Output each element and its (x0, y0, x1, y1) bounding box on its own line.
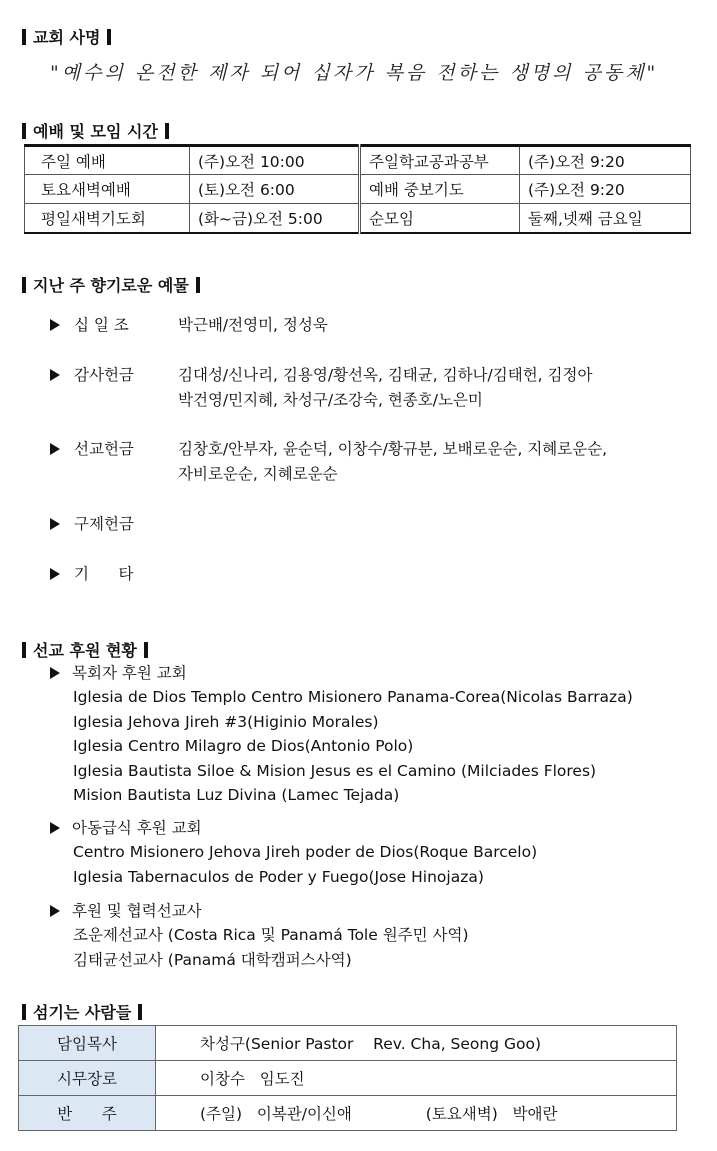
mission-heading-text: 교회 사명 (33, 28, 101, 47)
schedule-row (25, 146, 691, 175)
schedule-event-time: (주)오전 10:00 (190, 146, 360, 175)
mission-group-title (50, 816, 537, 840)
mission-entry: Centro Misionero Jehova Jireh poder de Dios(Roque Barcelo) (73, 843, 538, 861)
schedule-event-name: 주일 예배 (25, 146, 190, 175)
server-names: (주일) 이복관/이신애 (토요새벽) 박애란 (156, 1096, 677, 1131)
offering-names-line: 박건영/민지혜, 차성구/조강숙, 현종호/노은미 (178, 391, 483, 409)
schedule-event-name: 주일학교공과공부 (360, 146, 520, 175)
offering-names-line: 김창호/안부자, 윤순덕, 이창수/황규분, 보배로운순, 지혜로운순, (178, 440, 608, 458)
triangle-bullet-icon (50, 369, 60, 381)
heading-bar-left (22, 29, 26, 45)
servers-table (18, 1025, 677, 1131)
schedule-event-name: 순모임 (360, 204, 520, 233)
schedule-row (25, 175, 691, 204)
heading-bar-left (22, 1004, 26, 1020)
offering-label: 구제헌금 (74, 515, 134, 533)
mission-group (50, 661, 633, 808)
offering-item (50, 512, 700, 537)
mission-group (50, 816, 537, 889)
schedule-event-time: (화~금)오전 5:00 (190, 204, 360, 233)
schedule-heading (22, 119, 169, 142)
mission-entry: Iglesia de Dios Templo Centro Misionero Panama-Corea(Nicolas Barraza) (73, 688, 633, 706)
offering-label: 감사헌금 (74, 366, 134, 384)
missions-heading-text: 선교 후원 현황 (33, 641, 137, 660)
schedule-table (24, 144, 691, 234)
schedule-event-name: 평일새벽기도회 (25, 204, 190, 233)
mission-entry: Iglesia Jehova Jireh #3(Higinio Morales) (73, 712, 379, 731)
servers-heading (22, 1000, 142, 1023)
heading-bar-right (107, 29, 111, 45)
offerings-heading (22, 273, 200, 296)
servers-heading-text: 섬기는 사람들 (33, 1003, 132, 1022)
heading-bar-left (22, 123, 26, 139)
schedule-row (25, 204, 691, 233)
offering-names-line: 박근배/전영미, 정성욱 (178, 316, 328, 334)
triangle-bullet-icon (50, 518, 60, 530)
offerings-heading-text: 지난 주 향기로운 예물 (33, 276, 189, 295)
mission-group (50, 899, 469, 972)
schedule-event-time: (주)오전 9:20 (520, 175, 691, 204)
mission-entry: Iglesia Tabernaculos de Poder y Fuego(Jose Hinojaza) (73, 867, 484, 886)
mission-entry: 김태균선교사 (Panamá 대학캠퍼스사역) (73, 950, 352, 969)
heading-bar-right (138, 1004, 142, 1020)
mission-group-title (50, 661, 633, 685)
offering-names-line: 김대성/신나리, 김용영/황선옥, 김태균, 김하나/김태헌, 김정아 (178, 366, 593, 384)
schedule-event-name: 토요새벽예배 (25, 175, 190, 204)
triangle-bullet-icon (50, 319, 60, 331)
schedule-heading-text: 예배 및 모임 시간 (33, 122, 158, 141)
offering-label: 기 타 (74, 565, 134, 583)
offering-item (50, 363, 700, 413)
offering-item (50, 437, 700, 487)
offering-item (50, 313, 700, 338)
triangle-bullet-icon (50, 667, 60, 679)
mission-entry: Iglesia Centro Milagro de Dios(Antonio Polo) (73, 737, 414, 755)
mission-group-title-text: 후원 및 협력선교사 (72, 902, 202, 920)
triangle-bullet-icon (50, 905, 60, 917)
schedule-event-time: 둘째,넷째 금요일 (520, 204, 691, 233)
server-role: 반 주 (19, 1096, 156, 1131)
triangle-bullet-icon (50, 443, 60, 455)
server-names: 차성구(Senior Pastor Rev. Cha, Seong Goo) (156, 1026, 677, 1061)
server-role: 담임목사 (19, 1026, 156, 1061)
heading-bar-right (165, 123, 169, 139)
heading-bar-right (144, 642, 148, 658)
church-motto: "예수의 온전한 제자 되어 십자가 복음 전하는 생명의 공동체" (50, 62, 659, 84)
schedule-event-time: (토)오전 6:00 (190, 175, 360, 204)
offering-label: 십 일 조 (74, 316, 129, 334)
offering-names-line: 자비로운순, 지혜로운순 (178, 465, 338, 483)
heading-bar-right (196, 277, 200, 293)
missions-heading (22, 638, 148, 661)
schedule-event-time: (주)오전 9:20 (520, 146, 691, 175)
mission-group-title-text: 아동급식 후원 교회 (72, 819, 202, 837)
offering-names (178, 363, 698, 413)
mission-entry: Iglesia Bautista Siloe & Mision Jesus es el Camino (Milciades Flores) (73, 761, 597, 780)
offering-label: 선교헌금 (74, 440, 134, 458)
offering-names (178, 437, 698, 487)
heading-bar-left (22, 642, 26, 658)
server-row (19, 1096, 677, 1131)
server-row (19, 1026, 677, 1061)
triangle-bullet-icon (50, 568, 60, 580)
offering-names (178, 313, 698, 338)
mission-group-title (50, 899, 469, 923)
mission-group-title-text: 목회자 후원 교회 (72, 664, 187, 682)
schedule-event-name: 예배 중보기도 (360, 175, 520, 204)
mission-heading (22, 25, 111, 48)
offering-item (50, 562, 700, 587)
mission-entry: 조운제선교사 (Costa Rica 및 Panamá Tole 원주민 사역) (73, 926, 469, 944)
server-names: 이창수 임도진 (156, 1061, 677, 1096)
triangle-bullet-icon (50, 822, 60, 834)
heading-bar-left (22, 277, 26, 293)
server-row (19, 1061, 677, 1096)
mission-entry: Mision Bautista Luz Divina (Lamec Tejada) (73, 786, 400, 804)
server-role: 시무장로 (19, 1061, 156, 1096)
